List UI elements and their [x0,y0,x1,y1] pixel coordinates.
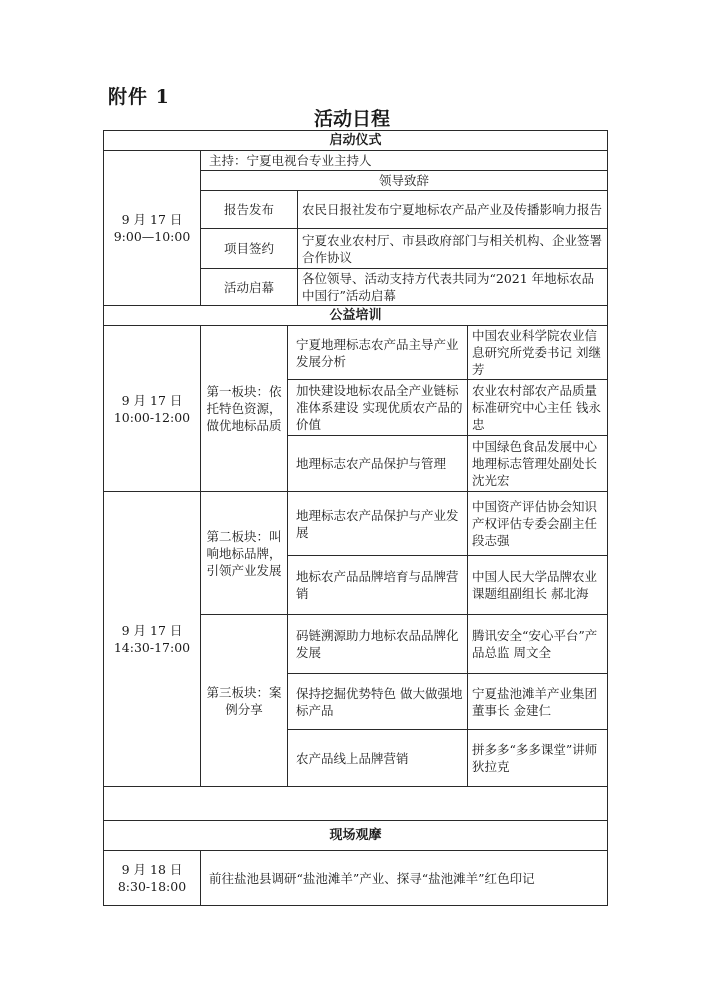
speaker-cell: 拼多多“多多课堂”讲师 狄拉克 [468,730,608,787]
topic-cell: 农产品线上品牌营销 [288,730,468,787]
section-title-launch: 启动仪式 [104,131,608,151]
time-cell-block2 [104,492,201,787]
speaker-cell: 腾讯安全“安心平台”产品总监 周文全 [468,615,608,674]
time-cell-launch [104,151,201,306]
date-text: 9 月 17 日 [121,392,183,408]
section-header-row [104,306,608,326]
block3-name: 第三板块：案例分享 [201,615,288,787]
speaker-cell: 中国资产评估协会知识产权评估专委会副主任 段志强 [468,492,608,556]
page-title: 活动日程 [313,108,390,130]
item-content: 农民日报社发布宁夏地标农产品产业及传播影响力报告 [298,191,608,229]
time-text: 8:30-18:00 [117,879,187,894]
topic-cell: 地理标志农产品保护与产业发展 [288,492,468,556]
speaker-cell: 中国人民大学品牌农业课题组副组长 郝北海 [468,556,608,615]
topic-cell: 保持挖掘优势特色 做大做强地标产品 [288,674,468,730]
speaker-cell: 农业农村部农产品质量标准研究中心主任 钱永忠 [468,380,608,436]
spacer-row [104,787,608,821]
visit-content: 前往盐池县调研“盐池滩羊”产业、探寻“盐池滩羊”红色印记 [201,851,608,906]
speaker-cell: 中国绿色食品发展中心地理标志管理处副处长 沈光宏 [468,436,608,492]
item-label: 报告发布 [201,191,298,229]
topic-cell: 宁夏地理标志农产品主导产业发展分析 [288,326,468,380]
section-title-training: 公益培训 [104,306,608,326]
item-label: 项目签约 [201,229,298,269]
table-row [104,851,608,906]
topic-cell: 码链溯源助力地标农品品牌化发展 [288,615,468,674]
spacer-cell [104,787,608,821]
section-header-row [104,131,608,151]
block2-name: 第二板块：叫响地标品牌，引领产业发展 [201,492,288,615]
topic-cell: 地理标志农产品保护与管理 [288,436,468,492]
schedule-table [103,130,608,906]
host-cell: 主持：宁夏电视台专业主持人 [201,151,608,171]
time-cell-block1 [104,326,201,492]
table-row [104,151,608,171]
topic-cell: 加快建设地标农品全产业链标准体系建设 实现优质农产品的价值 [288,380,468,436]
time-text: 14:30-17:00 [113,640,191,655]
table-row [104,326,608,380]
table-row [104,492,608,556]
date-text: 9 月 17 日 [121,623,183,638]
item-content: 宁夏农业农村厅、市县政府部门与相关机构、企业签署合作协议 [298,229,608,269]
block1-name: 第一板块：依托特色资源，做优地标品质 [201,326,288,492]
item-content: 各位领导、活动支持方代表共同为“2021 年地标农品中国行”活动启幕 [298,269,608,306]
speaker-cell: 宁夏盐池滩羊产业集团董事长 金建仁 [468,674,608,730]
time-cell-visit [104,851,201,906]
attachment-label: 附件 1 [108,86,170,108]
section-header-row [104,821,608,851]
section-title-visit: 现场观摩 [104,821,608,851]
time-text: 10:00-12:00 [113,409,191,425]
speech-cell: 领导致辞 [201,171,608,191]
date-text: 9 月 18 日 [121,862,183,877]
item-label: 活动启幕 [201,269,298,306]
speaker-cell: 中国农业科学院农业信息研究所党委书记 刘继芳 [468,326,608,380]
date-text: 9 月 17 日 [121,212,183,227]
topic-cell: 地标农产品品牌培育与品牌营销 [288,556,468,615]
time-text: 9:00—10:00 [113,229,191,244]
